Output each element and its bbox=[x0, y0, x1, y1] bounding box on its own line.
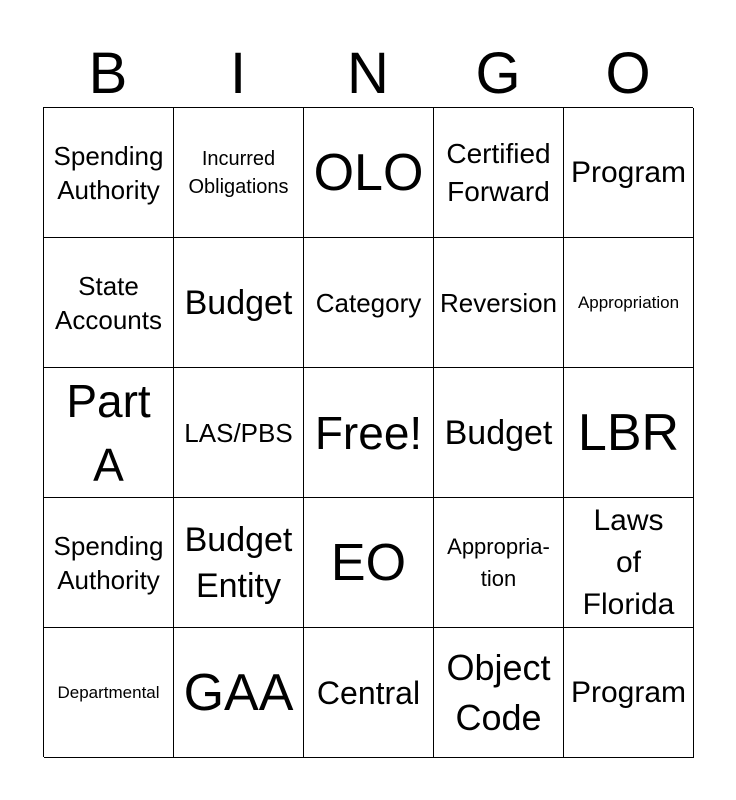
bingo-cell[interactable] bbox=[174, 368, 304, 498]
cell-text: Program bbox=[570, 155, 687, 189]
cell-text: Category bbox=[315, 287, 422, 318]
bingo-cell[interactable] bbox=[44, 368, 174, 498]
bingo-cell[interactable] bbox=[564, 108, 694, 238]
cell-text: Appropria- tion bbox=[447, 533, 550, 591]
bingo-cell[interactable] bbox=[44, 628, 174, 758]
cell-text: Incurred Obligations bbox=[188, 147, 289, 198]
cell-text: Reversion bbox=[439, 287, 558, 318]
bingo-cell[interactable] bbox=[44, 498, 174, 628]
cell-text: Program bbox=[570, 675, 687, 709]
cell-text: Free! bbox=[314, 406, 423, 459]
bingo-cell[interactable] bbox=[174, 498, 304, 628]
bingo-cell[interactable] bbox=[44, 108, 174, 238]
bingo-board bbox=[43, 107, 693, 757]
cell-text: Spending Authority bbox=[53, 140, 164, 205]
cell-text: Departmental bbox=[57, 682, 160, 702]
cell-text: Budget bbox=[444, 413, 553, 452]
bingo-cell[interactable] bbox=[304, 498, 434, 628]
header-letter-o: O bbox=[605, 41, 651, 106]
cell-text: Part A bbox=[66, 374, 151, 491]
cell-text: EO bbox=[330, 533, 407, 592]
bingo-cell[interactable] bbox=[434, 628, 564, 758]
cell-text: LBR bbox=[577, 403, 680, 462]
cell-text: Central bbox=[316, 674, 421, 711]
bingo-cell[interactable] bbox=[304, 628, 434, 758]
cell-text: Appropriation bbox=[577, 292, 680, 312]
bingo-cell[interactable] bbox=[174, 238, 304, 368]
bingo-cell[interactable] bbox=[434, 498, 564, 628]
bingo-cell[interactable] bbox=[434, 108, 564, 238]
free-space-cell[interactable] bbox=[304, 368, 434, 498]
cell-text: OLO bbox=[313, 143, 424, 202]
header-letter-b: B bbox=[88, 41, 128, 106]
bingo-cell[interactable] bbox=[564, 368, 694, 498]
cell-text: Certified Forward bbox=[446, 137, 551, 207]
bingo-cell[interactable] bbox=[44, 238, 174, 368]
bingo-cell[interactable] bbox=[434, 368, 564, 498]
cell-text: Laws of Florida bbox=[582, 503, 675, 621]
bingo-cell[interactable] bbox=[564, 628, 694, 758]
header-letter-i: I bbox=[229, 41, 247, 106]
cell-text: LAS/PBS bbox=[184, 417, 293, 448]
cell-text: GAA bbox=[183, 663, 294, 722]
bingo-cell[interactable] bbox=[304, 238, 434, 368]
bingo-cell[interactable] bbox=[564, 498, 694, 628]
bingo-cell[interactable] bbox=[564, 238, 694, 368]
cell-text: State Accounts bbox=[55, 270, 162, 335]
cell-text: Object Code bbox=[446, 646, 551, 738]
cell-text: Budget Entity bbox=[184, 520, 293, 605]
bingo-cell[interactable] bbox=[174, 108, 304, 238]
bingo-cell[interactable] bbox=[304, 108, 434, 238]
header-letter-g: G bbox=[475, 41, 521, 106]
cell-text: Budget bbox=[184, 283, 293, 322]
cell-text: Spending Authority bbox=[53, 530, 164, 595]
bingo-header bbox=[43, 40, 693, 108]
bingo-cell[interactable] bbox=[174, 628, 304, 758]
header-letter-n: N bbox=[347, 41, 389, 106]
bingo-cell[interactable] bbox=[434, 238, 564, 368]
